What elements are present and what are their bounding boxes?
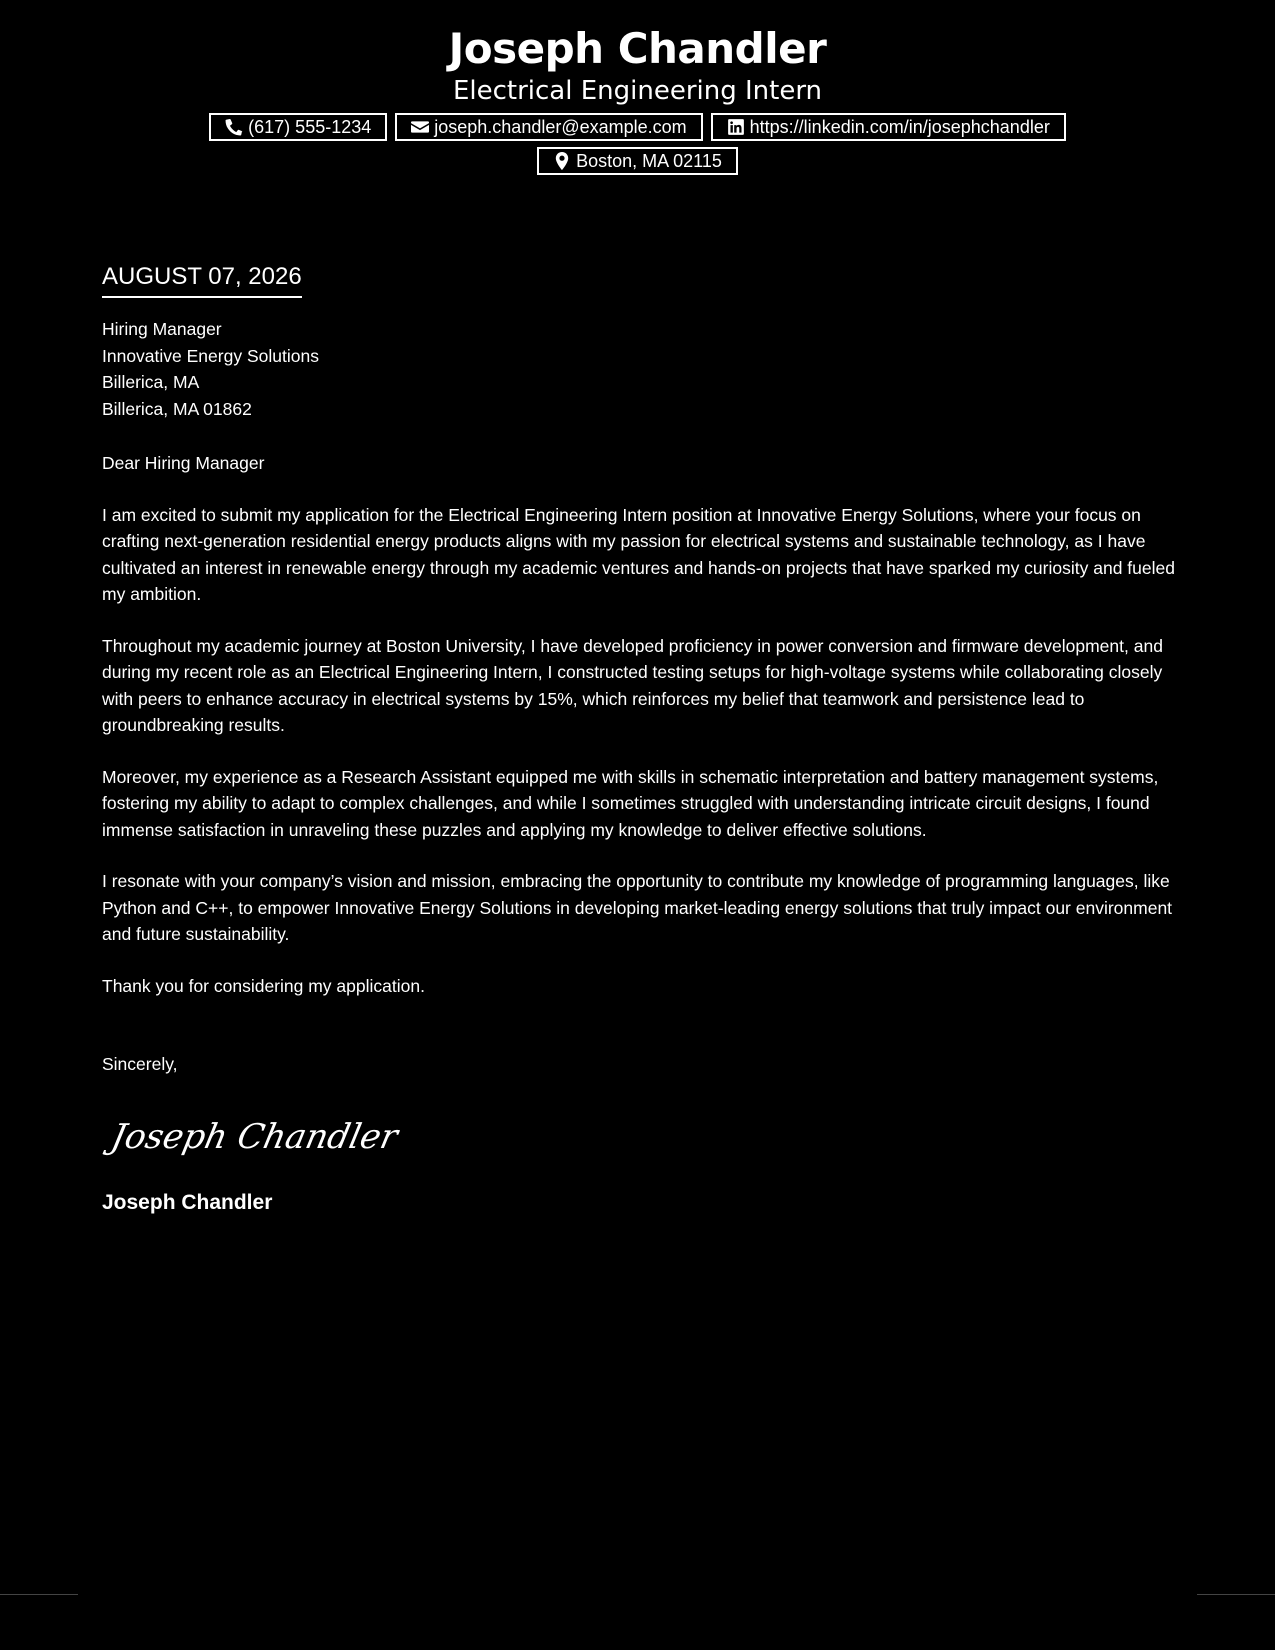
handwritten-signature — [106, 1108, 402, 1164]
contact-location — [537, 147, 738, 175]
contact-email[interactable] — [395, 113, 702, 141]
linkedin-url: https://linkedin.com/in/josephchandler — [749, 116, 1050, 137]
email-address: joseph.chandler@example.com — [434, 116, 687, 137]
body-paragraph: I am excited to submit my application for the Electrical Engineering Intern position at Innovative Energy Solutions, where your focus on crafting next-generation residential energy products aligns with my passion for electrical systems and sustainable technology, as I have cultivated an interest in renewable energy through my academic ventures and hands-on projects that have sparked my curiosity and fueled my ambition. — [102, 504, 1175, 604]
contact-phone — [209, 113, 387, 141]
body-paragraph: Throughout my academic journey at Boston University, I have developed proficiency in power conversion and firmware development, and during my recent role as an Electrical Engineering Intern, I constructed testing setups for high-voltage systems while collaborating closely with peers to enhance accuracy in electrical systems by 15%, which reinforces my belief that teamwork and persistence lead to groundbreaking results. — [102, 635, 1163, 735]
body-paragraph: Moreover, my experience as a Research Assistant equipped me with skills in schematic interpretation and battery management systems, fostering my ability to adapt to complex challenges, and while I sometimes struggled with understanding intricate circuit designs, I found immense satisfaction in unraveling these puzzles and applying my knowledge to deliver effective solutions. — [102, 766, 1159, 840]
recipient-line: Billerica, MA — [102, 372, 200, 392]
recipient-line: Innovative Energy Solutions — [102, 345, 319, 366]
thank-you-line: Thank you for considering my application. — [102, 975, 425, 996]
phone-icon — [225, 118, 243, 136]
signed-name: Joseph Chandler — [102, 1191, 273, 1214]
phone-number: (617) 555-1234 — [248, 116, 372, 137]
letter-body — [102, 262, 1182, 1217]
location-text: Boston, MA 02115 — [576, 150, 722, 171]
recipient-block — [102, 316, 1182, 422]
envelope-icon — [411, 118, 429, 136]
letter-date: AUGUST 07, 2026 — [102, 262, 302, 298]
applicant-name: Joseph Chandler — [448, 24, 827, 73]
footer-divider-left — [0, 1594, 78, 1595]
salutation: Dear Hiring Manager — [102, 453, 265, 473]
contact-row — [0, 147, 1275, 175]
footer-divider-right — [1197, 1594, 1275, 1595]
recipient-line: Billerica, MA 01862 — [102, 398, 252, 419]
contact-row — [0, 113, 1275, 141]
letter-header — [0, 22, 1275, 175]
contact-linkedin[interactable] — [711, 113, 1066, 141]
applicant-title: Electrical Engineering Intern — [452, 76, 823, 106]
linkedin-icon — [727, 118, 745, 136]
body-paragraph: I resonate with your company’s vision and mission, embracing the opportunity to contribute my knowledge of programming languages, like Python and C++, to empower Innovative Energy Solutions in developing market-leading energy solutions that truly impact our environment and future sustainability. — [102, 871, 1173, 944]
signature-text: Joseph Chandler — [107, 1116, 402, 1157]
closing: Sincerely, — [102, 1054, 178, 1074]
recipient-line: Hiring Manager — [102, 319, 222, 339]
map-marker-icon — [553, 152, 571, 170]
